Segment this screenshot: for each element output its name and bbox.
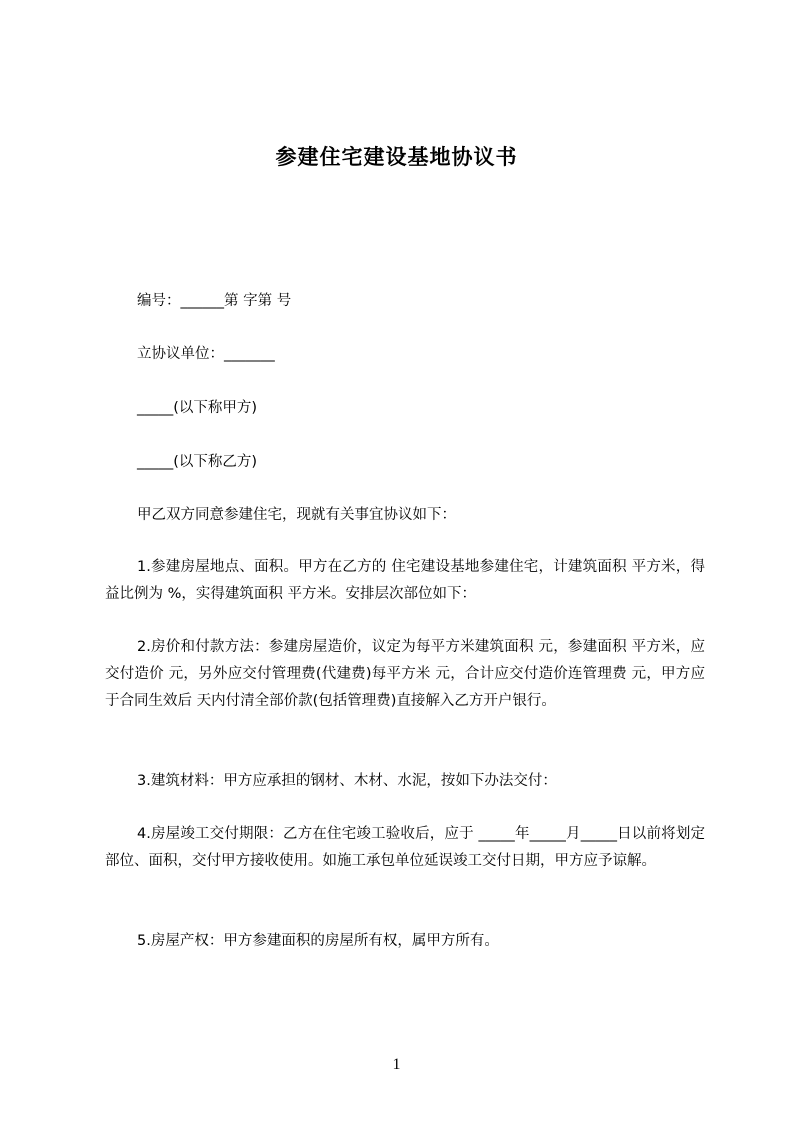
- clause-5-paragraph: 5.房屋产权：甲方参建面积的房屋所有权，属甲方所有。: [137, 933, 499, 949]
- document-number-line: 编号：______第 字第 号: [137, 293, 292, 309]
- parties-label-line: 立协议单位：_______: [137, 346, 275, 362]
- intro-line: 甲乙双方同意参建住宅，现就有关事宜协议如下：: [137, 507, 456, 523]
- page-number: 1: [392, 1056, 401, 1073]
- party-a-line: _____(以下称甲方): [137, 400, 258, 416]
- clause-1-paragraph: 1.参建房屋地点、面积。甲方在乙方的 住宅建设基地参建住宅，计建筑面积 平方米，得益比例为 %，实得建筑面积 平方米。安排层次部位如下：: [105, 559, 705, 602]
- document-title: 参建住宅建设基地协议书: [275, 145, 518, 169]
- party-b-line: _____(以下称乙方): [137, 454, 258, 470]
- clause-3-paragraph: 3.建筑材料：甲方应承担的钢材、木材、水泥，按如下办法交付：: [137, 773, 557, 789]
- clause-4-paragraph: 4.房屋竣工交付期限：乙方在住宅竣工验收后，应于 _____年_____月_____日以前将划定部位、面积，交付甲方接收使用。如施工承包单位延误竣工交付日期，甲方应予谅解。: [105, 826, 705, 869]
- clause-2-paragraph: 2.房价和付款方法：参建房屋造价，议定为每平方米建筑面积 元，参建面积 平方米，应交付造价 元，另外应交付管理费(代建费)每平方米 元，合计应交付造价连管理费 元，甲方应于合同生效后 天内付清全部价款(包括管理费)直接解入乙方开户银行。: [105, 639, 705, 709]
